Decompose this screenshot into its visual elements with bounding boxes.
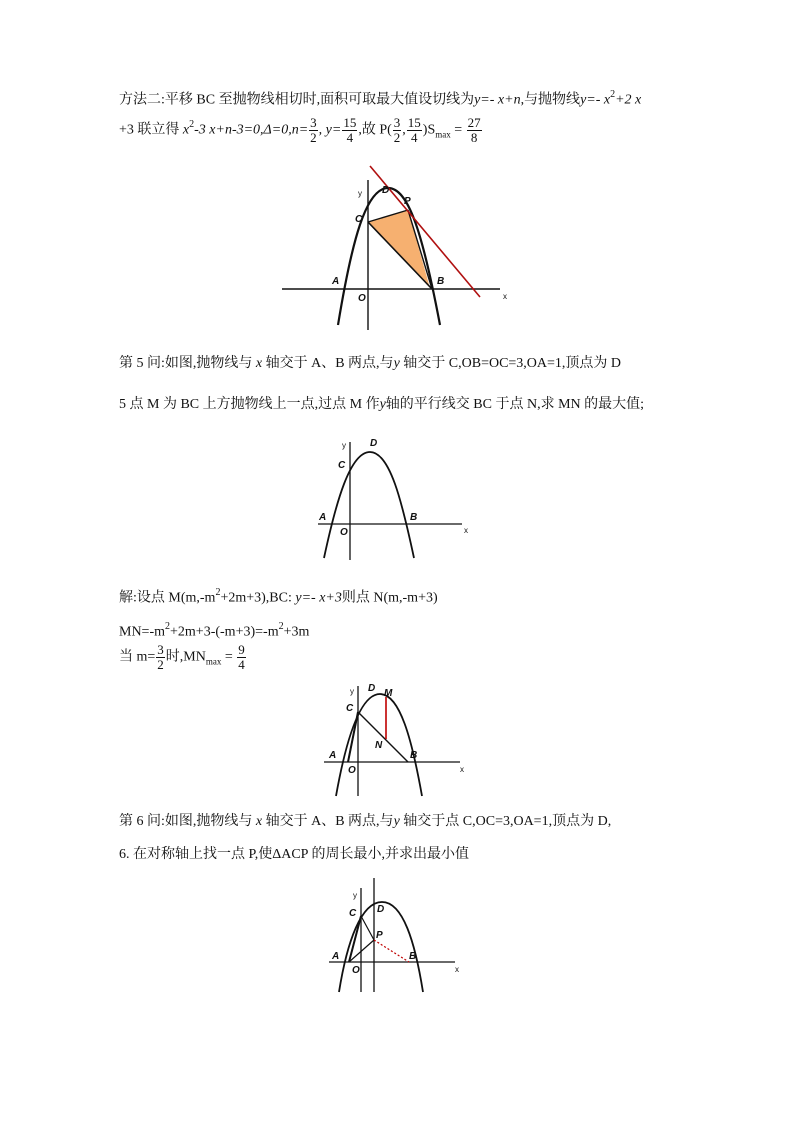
y-axis-label: y: [350, 687, 354, 696]
y-axis-label: y: [353, 891, 357, 900]
q5-title: 第 5 问:如图,抛物线与 x 轴交于 A、B 两点,与y 轴交于 C,OB=OC=3,OA=1,顶点为 D: [119, 356, 622, 371]
y-axis-label: y: [358, 189, 362, 198]
fraction-mnmax: $\frac{9}{4}$: [238, 642, 245, 672]
label-A: A: [332, 276, 340, 287]
x-axis-label: x: [455, 965, 459, 974]
x-axis-label: x: [460, 765, 464, 774]
parabola-equation: y=- x: [580, 92, 611, 108]
label-B: B: [410, 750, 418, 761]
label-B: B: [410, 512, 418, 523]
label-A: A: [319, 512, 327, 523]
q5-solution-line3: 当 m= $\frac{3}{2}$ 时$,MN_{max}$ = $\frac{9}{4}$: [119, 642, 245, 672]
label-C: C: [338, 460, 346, 471]
label-O: O: [358, 293, 366, 304]
label-P: P: [376, 930, 383, 941]
label-D: D: [382, 185, 390, 196]
fraction-n: $\frac{3}{2}$: [310, 115, 317, 145]
x-axis-label: x: [464, 526, 468, 535]
label-A: A: [329, 750, 337, 761]
fraction-px: $\frac{3}{2}$: [393, 115, 401, 145]
figure-q6: [325, 876, 470, 994]
q6-line2: 6. 在对称轴上找一点 P,使ΔACP 的周长最小,并求出最小值: [119, 847, 469, 862]
label-D: D: [377, 904, 385, 915]
q5-solution-line1: 解:设点 $M(m,-m^2+2m+3),BC$: y=- x+3则点 N(m,-m+3): [119, 587, 438, 606]
method2-line1: 方法二:平移 BC 至抛物线相切时,面积可取最大值设切线为y=- x+n,与抛物线y=- $x^2+2$ x: [119, 89, 642, 108]
line-cb: [358, 712, 408, 762]
label-O: O: [352, 965, 360, 976]
label-C: C: [349, 908, 357, 919]
label-B: B: [409, 951, 417, 962]
y-axis-label: y: [342, 441, 346, 450]
label-C: C: [346, 703, 354, 714]
tangent-equation: y=- x+n: [474, 92, 521, 108]
method2-line2: +3 联立得 $x^2-3$ x+n-3=0,Δ=0,n= $\frac{3}{2}$ , y= $\frac{15}{4}$ ,故 P( $\frac{3}{2}$ , $\frac{15}{4}$ )$S_{max}$ = $\frac{27}{8}$: [119, 115, 481, 145]
label-O: O: [340, 527, 348, 538]
label-N: N: [375, 740, 383, 751]
label-D: D: [370, 438, 378, 449]
label-P: P: [404, 196, 411, 207]
fraction-smax: $\frac{27}{8}$: [467, 115, 481, 145]
figure-q5: [310, 432, 480, 562]
fraction-y: $\frac{15}{4}$: [343, 115, 357, 145]
fraction-py: $\frac{15}{4}$: [407, 115, 421, 145]
label-O: O: [348, 765, 356, 776]
label-A: A: [332, 951, 340, 962]
label-C: C: [355, 214, 363, 225]
q5-solution-line2: $MN=-m^2+2m+3-(-m+3)=-m^2+3m$: [119, 621, 310, 640]
label-M: M: [384, 688, 393, 699]
figure-mn: [318, 680, 478, 798]
parabola: [338, 188, 440, 325]
line-cp: [361, 916, 374, 940]
line-pb-dotted: [374, 940, 409, 962]
q6-title: 第 6 问:如图,抛物线与 x 轴交于 A、B 两点,与y 轴交于点 C,OC=3,OA=1,顶点为 D,: [119, 814, 612, 829]
label-D: D: [368, 683, 376, 694]
label-B: B: [437, 276, 445, 287]
x-axis-label: x: [503, 292, 507, 301]
figure-tangent: [270, 160, 530, 335]
q5-line2: 5 点 M 为 BC 上方抛物线上一点,过点 M 作y轴的平行线交 BC 于点 N,求 MN 的最大值;: [119, 397, 645, 412]
fraction-m: $\frac{3}{2}$: [157, 642, 164, 672]
